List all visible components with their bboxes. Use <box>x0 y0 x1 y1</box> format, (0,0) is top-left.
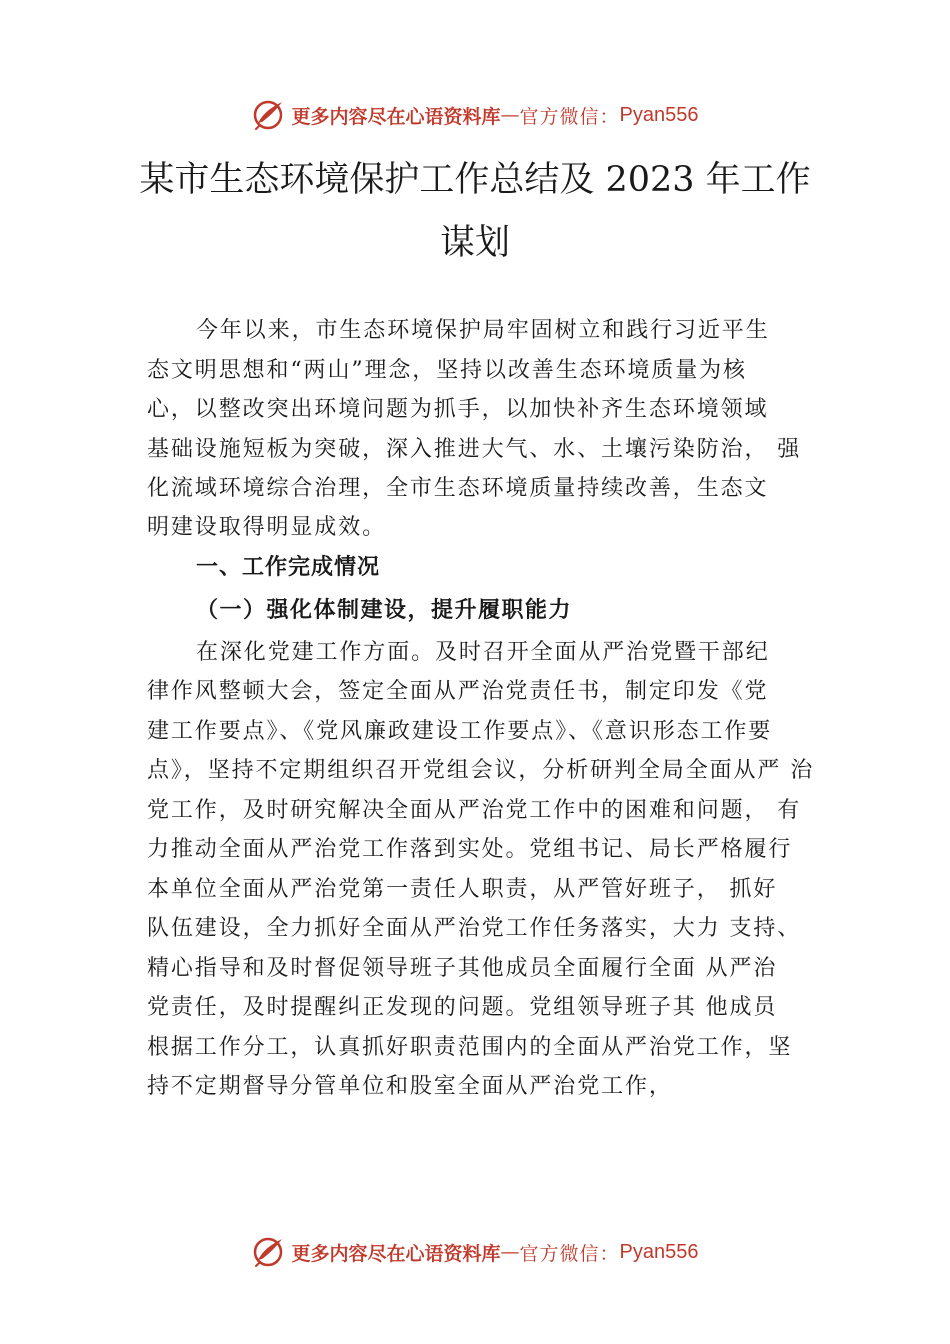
subsection-heading: （一）强化体制建设，提升履职能力 <box>196 597 573 623</box>
body-line: 本单位全面从严治党第一责任人职责，从严管好班子， 抓好 <box>147 877 778 902</box>
banner-main-text: 更多内容尽在心语资料库 <box>291 105 501 128</box>
banner-wechat-label: 官方微信： <box>519 105 620 128</box>
intro-line: 基础设施短板为突破，深入推进大气、水、土壤污染防治， 强 <box>147 437 802 462</box>
ink-quill-logo-icon <box>252 1235 286 1269</box>
body-line: 根据工作分工，认真抓好职责范围内的全面从严治党工作，坚 <box>147 1035 793 1060</box>
body-line: 建工作要点》、《党风廉政建设工作要点》、《意识形态工作要 <box>147 719 773 744</box>
footer-banner <box>0 1232 950 1272</box>
banner-dash: — <box>500 104 520 126</box>
body-line: 在深化党建工作方面。及时召开全面从严治党暨干部纪 <box>196 640 770 665</box>
intro-line: 化流域环境综合治理，全市生态环境质量持续改善，生态文 <box>147 476 769 501</box>
body-line: 力推动全面从严治党工作落到实处。党组书记、局长严格履行 <box>147 837 793 862</box>
banner-wechat-label: 官方微信： <box>519 1242 620 1265</box>
ink-quill-logo-icon <box>252 98 286 132</box>
intro-line: 心，以整改突出环境问题为抓手，以加快补齐生态环境领域 <box>147 397 769 422</box>
section-heading: 一、工作完成情况 <box>196 555 381 580</box>
document-title-line-1: 某市生态环境保护工作总结及 2023 年工作 <box>139 160 811 200</box>
header-banner <box>0 95 950 135</box>
intro-line: 态文明思想和“两山”理念，坚持以改善生态环境质量为核 <box>147 358 747 383</box>
body-line: 精心指导和及时督促领导班子其他成员全面履行全面 从严治 <box>147 956 778 981</box>
body-line: 党责任，及时提醒纠正发现的问题。党组领导班子其 他成员 <box>147 995 778 1020</box>
banner-wechat-id: Pyan556 <box>619 1240 699 1263</box>
banner-main-text: 更多内容尽在心语资料库 <box>291 1242 501 1265</box>
intro-line: 今年以来，市生态环境保护局牢固树立和践行习近平生 <box>196 318 770 343</box>
body-line: 律作风整顿大会，签定全面从严治党责任书，制定印发《党 <box>147 679 769 704</box>
intro-line: 明建设取得明显成效。 <box>147 515 387 540</box>
banner-wechat-id: Pyan556 <box>619 103 699 126</box>
body-line: 队伍建设，全力抓好全面从严治党工作任务落实，大力 支持、 <box>147 916 802 941</box>
body-line: 持不定期督导分管单位和股室全面从严治党工作， <box>147 1074 673 1099</box>
banner-dash: — <box>500 1241 520 1263</box>
body-line: 点》，坚持不定期组织召开党组会议，分析研判全局全面从严 治 <box>147 758 815 783</box>
body-line: 党工作，及时研究解决全面从严治党工作中的困难和问题， 有 <box>147 798 802 823</box>
document-title-line-2: 谋划 <box>439 223 510 263</box>
